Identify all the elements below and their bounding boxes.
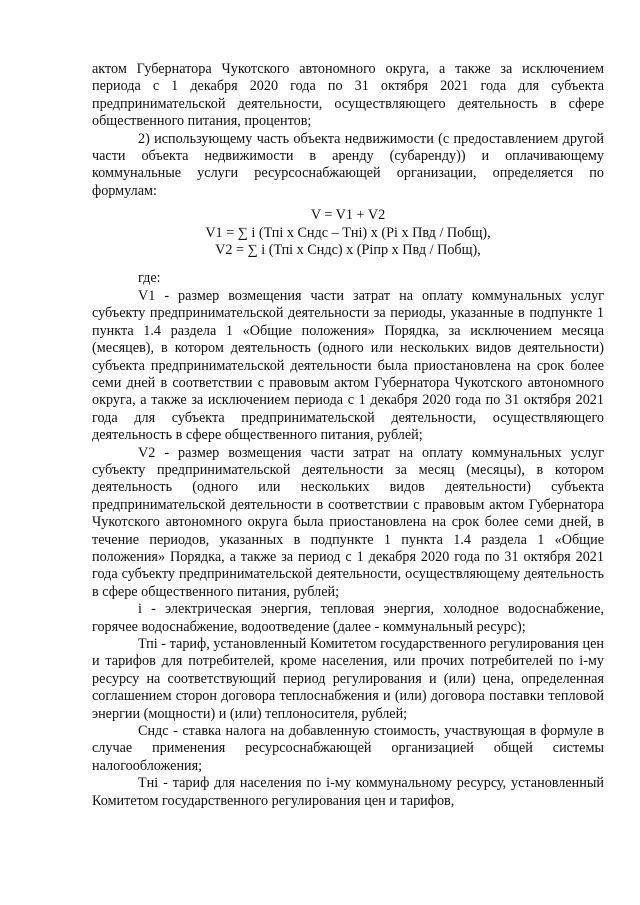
intro-paragraph: актом Губернатора Чукотского автономного округа, а также за исключением периода с 1 декабря 2020 года по 31 октября 2021 года для субъекта предпринимательской деятельности, осуществляющего деятельность в сфере общественного питания, процентов; (92, 61, 604, 130)
document-page (92, 61, 604, 810)
where-label: где: (138, 270, 161, 287)
definition-snds: Сндс - ставка налога на добавленную стоимость, участвующая в формуле в случае применения ресурсоснабжающей организацией общей системы налогообложения; (92, 723, 604, 774)
item-2-paragraph: 2) использующему часть объекта недвижимости (с предоставлением другой части объекта недвижимости в аренду (субаренду)) и оплачивающему коммунальные услуги ресурсоснабжающей организации, определяется по формулам: (92, 130, 604, 199)
formula-v2: V2 = ∑ i (Тпi х Сндс) х (Piпр х Пвд / Побщ), (215, 242, 481, 259)
formula-v-total: V = V1 + V2 (310, 207, 386, 224)
definition-tni: Тнi - тариф для населения по i-му коммунальному ресурсу, установленный Комитетом государственного регулирования цен и тарифов, (92, 775, 604, 809)
formula-v1: V1 = ∑ i (Тпi х Сндс – Тнi) х (Pi х Пвд / Побщ), (205, 224, 491, 241)
formula-block (92, 207, 604, 259)
definition-tpi: Тпi - тариф, установленный Комитетом государственного регулирования цен и тарифов для потребителей, кроме населения, или прочих потребителей по i-му ресурсу на соответствующий период регулирования и (или) цена, определенная соглашением сторон договора теплоснабжения и (или) договора поставки тепловой энергии (мощности) и (или) теплоносителя, рублей; (92, 636, 604, 722)
definition-v2: V2 - размер возмещения части затрат на оплату коммунальных услуг субъекту предпринимательской деятельности за месяц (месяцы), в котором деятельность (одного или нескольких видов деятельности) субъекта предпринимательской деятельности в соответствии с правовым актом Губернатора Чукотского автономного округа была приостановлена на срок более семи дней, в течение периодов, указанных в подпункте 1 пункта 1.4 раздела 1 «Общие положения» Порядка, а также за период с 1 декабря 2020 года по 31 октября 2021 года субъекту предпринимательской деятельности, осуществляющему деятельность в сфере общественного питания, рублей; (92, 444, 604, 600)
definition-i: i - электрическая энергия, тепловая энергия, холодное водоснабжение, горячее водоснабжение, водоотведение (далее - коммунальный ресурс); (92, 601, 604, 635)
definition-v1: V1 - размер возмещения части затрат на оплату коммунальных услуг субъекту предпринимательской деятельности за периоды, указанные в подпункте 1 пункта 1.4 раздела 1 «Общие положения» Порядка, за исключением месяца (месяцев), в котором деятельность (одного или нескольких видов деятельности) субъекта предпринимательской деятельности была приостановлена на срок более семи дней в соответствии с правовым актом Губернатора Чукотского автономного округа, а также за исключением периода с 1 декабря 2020 года по 31 октября 2021 года для субъекта предпринимательской деятельности, осуществляющего деятельность в сфере общественного питания, рублей; (92, 287, 604, 444)
